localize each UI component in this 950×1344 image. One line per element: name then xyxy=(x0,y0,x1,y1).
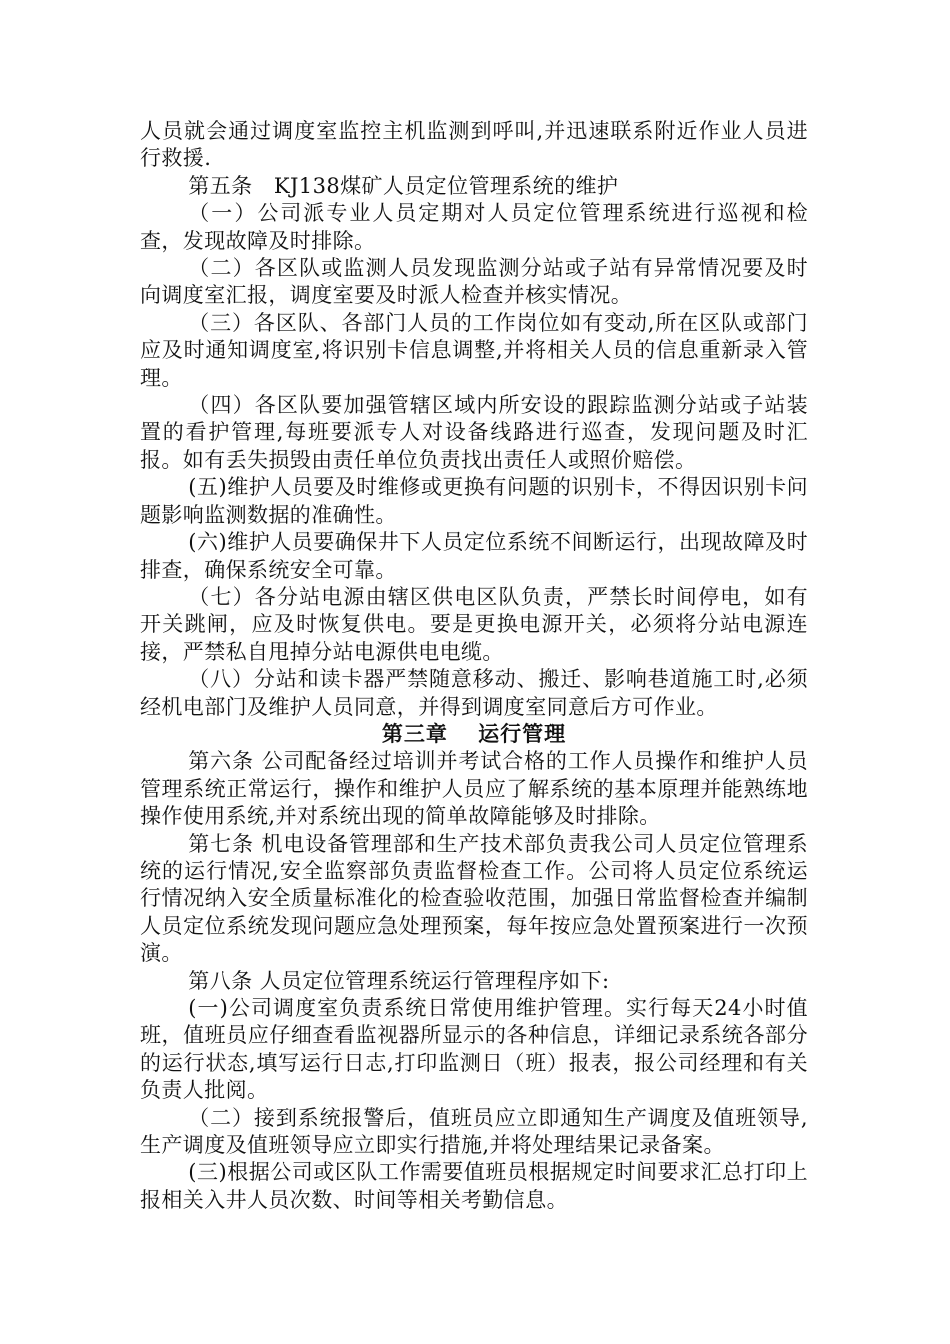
article-5-item-1: （一）公司派专业人员定期对人员定位管理系统进行巡视和检查，发现故障及时排除。 xyxy=(140,201,808,253)
article-8-title: 第八条 人员定位管理系统运行管理程序如下: xyxy=(188,968,610,993)
article-5-item-4: （四）各区队要加强管辖区域内所安设的跟踪监测分站或子站装置的看护管理,每班要派专人对设备线路进行巡查，发现问题及时汇报。如有丢失损毁由责任单位负责找出责任人或照价赔偿。 xyxy=(140,393,808,472)
article-5-item-7: （七）各分站电源由辖区供电区队负责，严禁长时间停电，如有开关跳闸，应及时恢复供电。要是更换电源开关，必须将分站电源连接，严禁私自甩掉分站电源供电电缆。 xyxy=(140,584,808,664)
article-7: 第七条 机电设备管理部和生产技术部负责我公司人员定位管理系统的运行情况,安全监察部负责监督检查工作。公司将人员定位系统运行情况纳入安全质量标准化的检查验收范围，加强日常监督检查并编制人员定位系统发现问题应急处理预案，每年按应急处置预案进行一次预演。 xyxy=(140,831,808,966)
article-5-item-5: (五)维护人员要及时维修或更换有问题的识别卡，不得因识别卡问题影响监测数据的准确性。 xyxy=(140,475,808,527)
article-5-title: 第五条 KJ138煤矿人员定位管理系统的维护 xyxy=(188,173,619,198)
article-8-item-1: (一)公司调度室负责系统日常使用维护管理。实行每天24小时值班，值班员应仔细查看监视器所显示的各种信息，详细记录系统各部分的运行状态,填写运行日志,打印监测日（班）报表，报公司经理和有关负责人批阅。 xyxy=(140,996,808,1103)
article-8-item-2: （二）接到系统报警后，值班员应立即通知生产调度及值班领导,生产调度及值班领导应立即实行措施,并将处理结果记录备案。 xyxy=(140,1105,808,1158)
article-5-item-2: （二）各区队或监测人员发现监测分站或子站有异常情况要及时向调度室汇报，调度室要及时派人检查并核实情况。 xyxy=(140,256,808,308)
document-page xyxy=(140,118,808,1214)
article-5-item-6: (六)维护人员要确保井下人员定位系统不间断运行，出现故障及时排查，确保系统安全可靠。 xyxy=(140,530,808,582)
article-6: 第六条 公司配备经过培训并考试合格的工作人员操作和维护人员管理系统正常运行，操作和维护人员应了解系统的基本原理并能熟练地操作使用系统,并对系统出现的简单故障能够及时排除。 xyxy=(140,749,808,829)
paragraph-rescue-continuation: 人员就会通过调度室监控主机监测到呼叫,并迅速联系附近作业人员进行救援. xyxy=(140,119,808,171)
article-5-item-3: （三）各区队、各部门人员的工作岗位如有变动,所在区队或部门应及时通知调度室,将识别卡信息调整,并将相关人员的信息重新录入管理。 xyxy=(140,310,808,390)
article-8-item-3: (三)根据公司或区队工作需要值班员根据规定时间要求汇总打印上报相关入井人员次数、时间等相关考勤信息。 xyxy=(140,1160,808,1212)
chapter-heading: 第三章 运行管理 xyxy=(381,721,567,746)
article-5-item-8: （八）分站和读卡器严禁随意移动、搬迁、影响巷道施工时,必须经机电部门及维护人员同意，并得到调度室同意后方可作业。 xyxy=(140,667,808,719)
